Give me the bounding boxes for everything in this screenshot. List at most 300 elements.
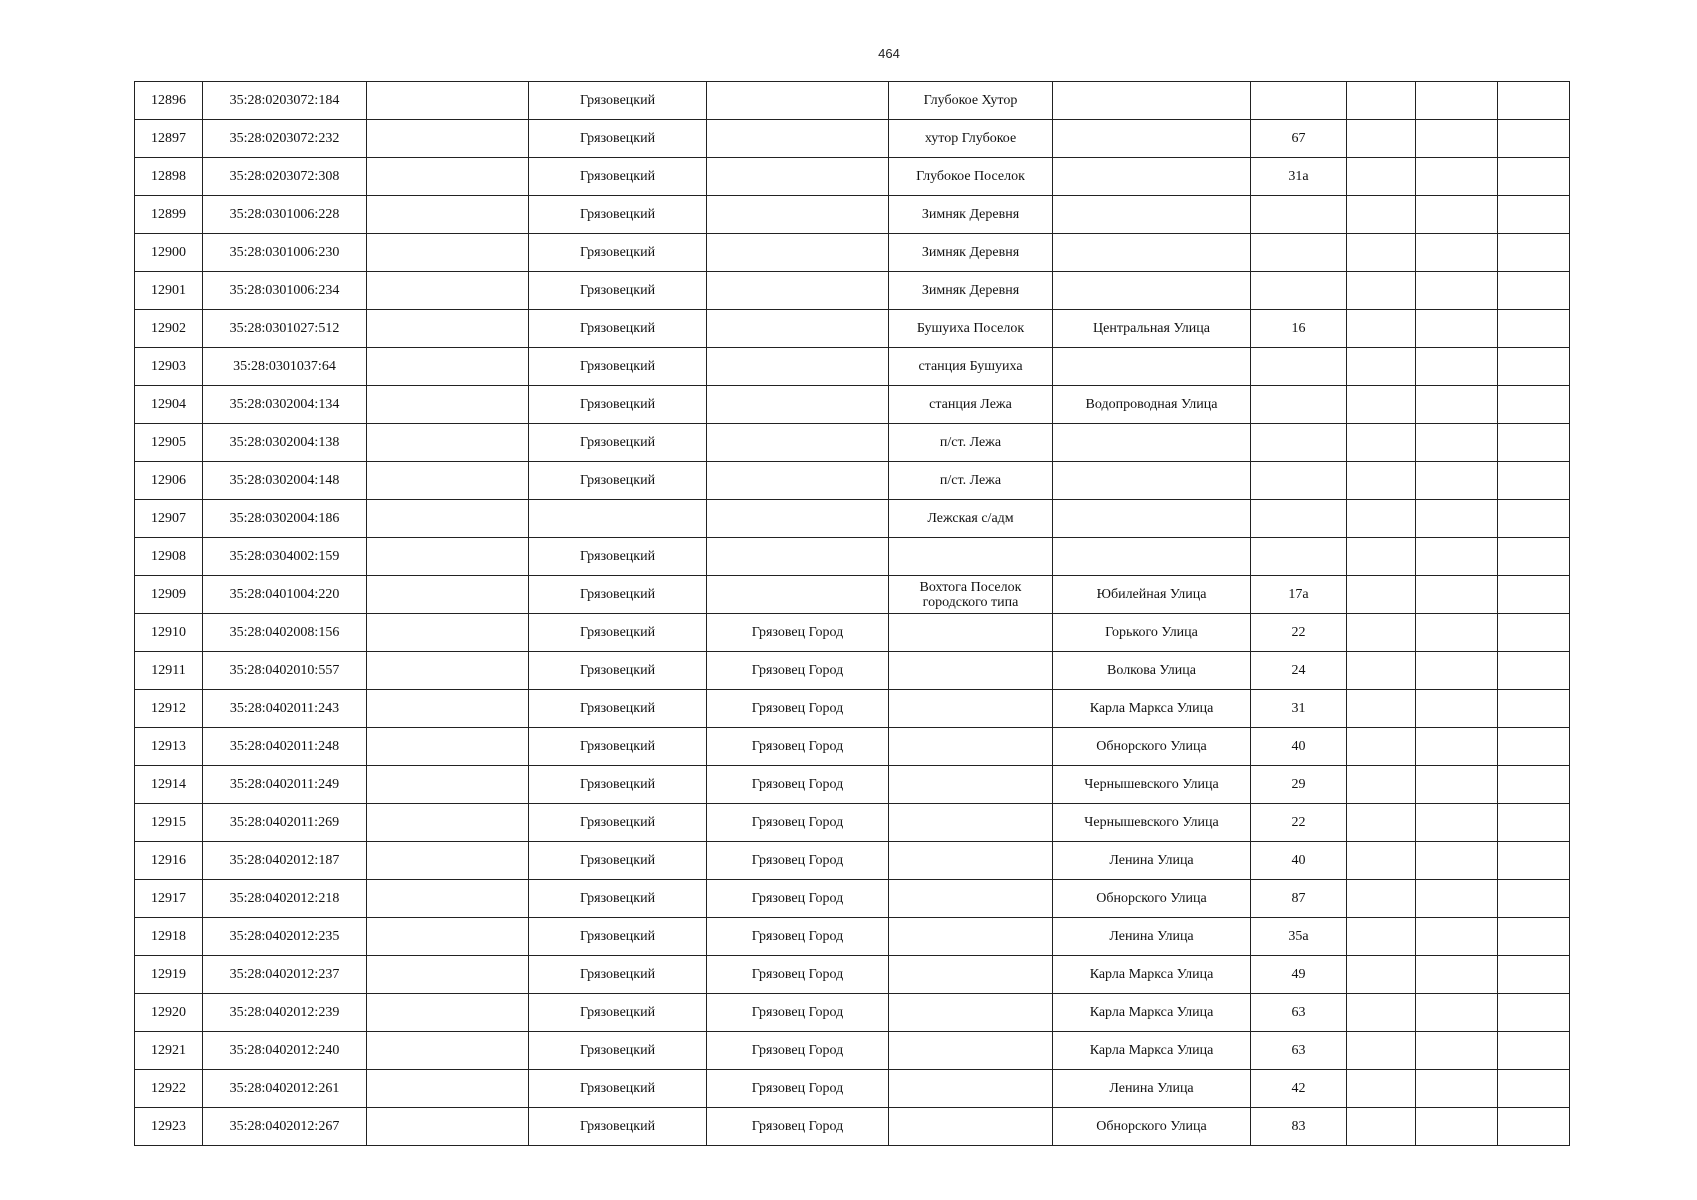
city-cell: Грязовец Город: [707, 1070, 889, 1108]
row-number-cell: 12900: [135, 234, 203, 272]
locality-cell: Лежская с/адм: [889, 500, 1053, 538]
row-number-cell: 12921: [135, 1032, 203, 1070]
empty-cell: [1347, 462, 1416, 500]
city-cell: [707, 234, 889, 272]
house-number-cell: 67: [1251, 120, 1347, 158]
empty-cell: [1498, 880, 1570, 918]
row-number-cell: 12906: [135, 462, 203, 500]
city-cell: [707, 158, 889, 196]
city-cell: Грязовец Город: [707, 1032, 889, 1070]
empty-cell: [367, 1032, 529, 1070]
locality-cell: станция Лежа: [889, 386, 1053, 424]
city-cell: [707, 310, 889, 348]
street-cell: Карла Маркса Улица: [1053, 994, 1251, 1032]
row-number-cell: 12910: [135, 614, 203, 652]
city-cell: Грязовец Город: [707, 842, 889, 880]
empty-cell: [367, 196, 529, 234]
table-row: [135, 880, 1570, 918]
empty-cell: [1498, 728, 1570, 766]
empty-cell: [367, 956, 529, 994]
city-cell: [707, 196, 889, 234]
empty-cell: [367, 120, 529, 158]
locality-cell: Зимняк Деревня: [889, 196, 1053, 234]
street-cell: [1053, 500, 1251, 538]
street-cell: Юбилейная Улица: [1053, 576, 1251, 614]
street-cell: [1053, 538, 1251, 576]
cadastral-number-cell: 35:28:0402012:240: [203, 1032, 367, 1070]
locality-cell: [889, 918, 1053, 956]
empty-cell: [1416, 120, 1498, 158]
cadastral-number-cell: 35:28:0402012:218: [203, 880, 367, 918]
street-cell: [1053, 234, 1251, 272]
street-cell: [1053, 158, 1251, 196]
locality-cell: [889, 652, 1053, 690]
row-number-cell: 12898: [135, 158, 203, 196]
empty-cell: [367, 880, 529, 918]
city-cell: [707, 272, 889, 310]
empty-cell: [1347, 348, 1416, 386]
empty-cell: [1416, 804, 1498, 842]
district-cell: Грязовецкий: [529, 462, 707, 500]
row-number-cell: 12903: [135, 348, 203, 386]
cadastral-number-cell: 35:28:0302004:186: [203, 500, 367, 538]
empty-cell: [1498, 1108, 1570, 1146]
empty-cell: [367, 994, 529, 1032]
row-number-cell: 12911: [135, 652, 203, 690]
locality-cell: [889, 880, 1053, 918]
empty-cell: [367, 614, 529, 652]
district-cell: Грязовецкий: [529, 538, 707, 576]
empty-cell: [1416, 614, 1498, 652]
empty-cell: [1416, 1108, 1498, 1146]
empty-cell: [1347, 918, 1416, 956]
street-cell: Ленина Улица: [1053, 1070, 1251, 1108]
empty-cell: [1498, 462, 1570, 500]
empty-cell: [1498, 766, 1570, 804]
locality-cell: Бушуиха Поселок: [889, 310, 1053, 348]
locality-cell: хутор Глубокое: [889, 120, 1053, 158]
house-number-cell: 83: [1251, 1108, 1347, 1146]
street-cell: [1053, 196, 1251, 234]
table-row: [135, 234, 1570, 272]
empty-cell: [1416, 652, 1498, 690]
empty-cell: [1416, 424, 1498, 462]
cadastral-number-cell: 35:28:0301006:228: [203, 196, 367, 234]
district-cell: Грязовецкий: [529, 652, 707, 690]
empty-cell: [367, 576, 529, 614]
city-cell: Грязовец Город: [707, 766, 889, 804]
empty-cell: [1498, 272, 1570, 310]
district-cell: Грязовецкий: [529, 804, 707, 842]
row-number-cell: 12912: [135, 690, 203, 728]
locality-cell: Глубокое Поселок: [889, 158, 1053, 196]
district-cell: [529, 500, 707, 538]
street-cell: [1053, 120, 1251, 158]
table-row: [135, 158, 1570, 196]
city-cell: Грязовец Город: [707, 690, 889, 728]
locality-cell: [889, 1032, 1053, 1070]
empty-cell: [1498, 652, 1570, 690]
street-cell: Чернышевского Улица: [1053, 766, 1251, 804]
table-row: [135, 348, 1570, 386]
empty-cell: [1416, 994, 1498, 1032]
district-cell: Грязовецкий: [529, 386, 707, 424]
house-number-cell: [1251, 234, 1347, 272]
table-row: [135, 1108, 1570, 1146]
row-number-cell: 12897: [135, 120, 203, 158]
house-number-cell: 35а: [1251, 918, 1347, 956]
locality-cell: Зимняк Деревня: [889, 234, 1053, 272]
empty-cell: [367, 652, 529, 690]
empty-cell: [1347, 652, 1416, 690]
empty-cell: [1347, 576, 1416, 614]
empty-cell: [1498, 576, 1570, 614]
row-number-cell: 12919: [135, 956, 203, 994]
table-row: [135, 386, 1570, 424]
locality-cell: [889, 614, 1053, 652]
table-row: [135, 766, 1570, 804]
table-row: [135, 652, 1570, 690]
street-cell: Водопроводная Улица: [1053, 386, 1251, 424]
cadastral-number-cell: 35:28:0402011:269: [203, 804, 367, 842]
locality-cell: [889, 690, 1053, 728]
district-cell: Грязовецкий: [529, 614, 707, 652]
locality-cell: [889, 1070, 1053, 1108]
empty-cell: [367, 690, 529, 728]
row-number-cell: 12918: [135, 918, 203, 956]
cadastral-number-cell: 35:28:0302004:138: [203, 424, 367, 462]
district-cell: Грязовецкий: [529, 158, 707, 196]
district-cell: Грязовецкий: [529, 576, 707, 614]
house-number-cell: 24: [1251, 652, 1347, 690]
locality-cell: Глубокое Хутор: [889, 82, 1053, 120]
district-cell: Грязовецкий: [529, 1032, 707, 1070]
empty-cell: [1498, 158, 1570, 196]
street-cell: [1053, 424, 1251, 462]
house-number-cell: 29: [1251, 766, 1347, 804]
house-number-cell: [1251, 348, 1347, 386]
city-cell: Грязовец Город: [707, 728, 889, 766]
district-cell: Грязовецкий: [529, 690, 707, 728]
house-number-cell: 42: [1251, 1070, 1347, 1108]
cadastral-number-cell: 35:28:0402011:249: [203, 766, 367, 804]
table-row: [135, 500, 1570, 538]
empty-cell: [1416, 348, 1498, 386]
empty-cell: [1498, 196, 1570, 234]
city-cell: [707, 500, 889, 538]
house-number-cell: 22: [1251, 614, 1347, 652]
row-number-cell: 12917: [135, 880, 203, 918]
table-row: [135, 728, 1570, 766]
empty-cell: [1416, 500, 1498, 538]
street-cell: Ленина Улица: [1053, 918, 1251, 956]
city-cell: Грязовец Город: [707, 994, 889, 1032]
city-cell: Грязовец Город: [707, 880, 889, 918]
page-number: 464: [878, 46, 900, 61]
house-number-cell: 87: [1251, 880, 1347, 918]
locality-cell: [889, 842, 1053, 880]
city-cell: [707, 348, 889, 386]
empty-cell: [1347, 880, 1416, 918]
empty-cell: [367, 462, 529, 500]
table-row: [135, 918, 1570, 956]
empty-cell: [1347, 386, 1416, 424]
table-row: [135, 842, 1570, 880]
street-cell: Чернышевского Улица: [1053, 804, 1251, 842]
empty-cell: [1347, 234, 1416, 272]
house-number-cell: [1251, 462, 1347, 500]
empty-cell: [367, 82, 529, 120]
table-row: [135, 576, 1570, 614]
city-cell: [707, 424, 889, 462]
city-cell: Грязовец Город: [707, 918, 889, 956]
city-cell: [707, 538, 889, 576]
table-row: [135, 310, 1570, 348]
empty-cell: [1347, 310, 1416, 348]
city-cell: Грязовец Город: [707, 956, 889, 994]
cadastral-number-cell: 35:28:0203072:184: [203, 82, 367, 120]
empty-cell: [367, 842, 529, 880]
city-cell: Грязовец Город: [707, 804, 889, 842]
empty-cell: [367, 1108, 529, 1146]
street-cell: Обнорского Улица: [1053, 880, 1251, 918]
row-number-cell: 12922: [135, 1070, 203, 1108]
street-cell: Волкова Улица: [1053, 652, 1251, 690]
registry-table: [134, 81, 1570, 1146]
locality-cell: [889, 956, 1053, 994]
house-number-cell: 16: [1251, 310, 1347, 348]
cadastral-number-cell: 35:28:0302004:134: [203, 386, 367, 424]
cadastral-number-cell: 35:28:0402012:267: [203, 1108, 367, 1146]
empty-cell: [1416, 842, 1498, 880]
district-cell: Грязовецкий: [529, 234, 707, 272]
empty-cell: [1416, 576, 1498, 614]
empty-cell: [1347, 538, 1416, 576]
district-cell: Грязовецкий: [529, 82, 707, 120]
table-row: [135, 424, 1570, 462]
empty-cell: [1498, 310, 1570, 348]
empty-cell: [1347, 272, 1416, 310]
cadastral-number-cell: 35:28:0402010:557: [203, 652, 367, 690]
empty-cell: [1347, 766, 1416, 804]
locality-cell: [889, 766, 1053, 804]
table-row: [135, 690, 1570, 728]
row-number-cell: 12899: [135, 196, 203, 234]
empty-cell: [1416, 956, 1498, 994]
district-cell: Грязовецкий: [529, 880, 707, 918]
locality-cell: [889, 994, 1053, 1032]
cadastral-number-cell: 35:28:0402011:248: [203, 728, 367, 766]
locality-cell: [889, 728, 1053, 766]
empty-cell: [1347, 842, 1416, 880]
table-row: [135, 82, 1570, 120]
empty-cell: [367, 500, 529, 538]
row-number-cell: 12913: [135, 728, 203, 766]
district-cell: Грязовецкий: [529, 1108, 707, 1146]
empty-cell: [367, 728, 529, 766]
empty-cell: [1498, 386, 1570, 424]
empty-cell: [1347, 690, 1416, 728]
street-cell: Обнорского Улица: [1053, 728, 1251, 766]
locality-cell: [889, 538, 1053, 576]
district-cell: Грязовецкий: [529, 272, 707, 310]
empty-cell: [1498, 120, 1570, 158]
empty-cell: [1416, 272, 1498, 310]
cadastral-number-cell: 35:28:0402011:243: [203, 690, 367, 728]
row-number-cell: 12916: [135, 842, 203, 880]
district-cell: Грязовецкий: [529, 348, 707, 386]
house-number-cell: 40: [1251, 842, 1347, 880]
cadastral-number-cell: 35:28:0203072:232: [203, 120, 367, 158]
house-number-cell: [1251, 538, 1347, 576]
empty-cell: [1498, 1070, 1570, 1108]
district-cell: Грязовецкий: [529, 842, 707, 880]
row-number-cell: 12902: [135, 310, 203, 348]
house-number-cell: [1251, 82, 1347, 120]
district-cell: Грязовецкий: [529, 766, 707, 804]
empty-cell: [1347, 956, 1416, 994]
empty-cell: [1416, 690, 1498, 728]
empty-cell: [1416, 918, 1498, 956]
empty-cell: [1498, 804, 1570, 842]
table-row: [135, 804, 1570, 842]
empty-cell: [1347, 804, 1416, 842]
cadastral-number-cell: 35:28:0401004:220: [203, 576, 367, 614]
house-number-cell: [1251, 386, 1347, 424]
house-number-cell: 40: [1251, 728, 1347, 766]
row-number-cell: 12920: [135, 994, 203, 1032]
empty-cell: [1498, 614, 1570, 652]
empty-cell: [1498, 234, 1570, 272]
street-cell: [1053, 462, 1251, 500]
empty-cell: [1347, 1108, 1416, 1146]
empty-cell: [367, 272, 529, 310]
cadastral-number-cell: 35:28:0203072:308: [203, 158, 367, 196]
cadastral-number-cell: 35:28:0302004:148: [203, 462, 367, 500]
house-number-cell: 63: [1251, 1032, 1347, 1070]
empty-cell: [1347, 1032, 1416, 1070]
city-cell: Грязовец Город: [707, 1108, 889, 1146]
table-row: [135, 1032, 1570, 1070]
house-number-cell: 63: [1251, 994, 1347, 1032]
street-cell: Карла Маркса Улица: [1053, 690, 1251, 728]
house-number-cell: 17а: [1251, 576, 1347, 614]
empty-cell: [1347, 82, 1416, 120]
street-cell: Центральная Улица: [1053, 310, 1251, 348]
table-row: [135, 272, 1570, 310]
empty-cell: [1498, 500, 1570, 538]
empty-cell: [1416, 158, 1498, 196]
empty-cell: [1416, 880, 1498, 918]
cadastral-number-cell: 35:28:0402012:239: [203, 994, 367, 1032]
district-cell: Грязовецкий: [529, 956, 707, 994]
house-number-cell: 49: [1251, 956, 1347, 994]
street-cell: Карла Маркса Улица: [1053, 956, 1251, 994]
empty-cell: [1347, 1070, 1416, 1108]
empty-cell: [367, 766, 529, 804]
district-cell: Грязовецкий: [529, 196, 707, 234]
empty-cell: [1498, 424, 1570, 462]
empty-cell: [1347, 614, 1416, 652]
cadastral-number-cell: 35:28:0301037:64: [203, 348, 367, 386]
empty-cell: [1498, 82, 1570, 120]
locality-cell: станция Бушуиха: [889, 348, 1053, 386]
table-body: [135, 82, 1570, 1146]
locality-cell: Вохтога Поселок городского типа: [889, 576, 1053, 614]
empty-cell: [1498, 348, 1570, 386]
empty-cell: [1347, 728, 1416, 766]
street-cell: Ленина Улица: [1053, 842, 1251, 880]
row-number-cell: 12901: [135, 272, 203, 310]
empty-cell: [367, 538, 529, 576]
empty-cell: [1416, 310, 1498, 348]
city-cell: Грязовец Город: [707, 614, 889, 652]
cadastral-number-cell: 35:28:0402012:235: [203, 918, 367, 956]
house-number-cell: [1251, 424, 1347, 462]
district-cell: Грязовецкий: [529, 120, 707, 158]
empty-cell: [1347, 158, 1416, 196]
empty-cell: [1416, 462, 1498, 500]
empty-cell: [367, 234, 529, 272]
house-number-cell: [1251, 500, 1347, 538]
empty-cell: [367, 348, 529, 386]
empty-cell: [1498, 956, 1570, 994]
cadastral-number-cell: 35:28:0301027:512: [203, 310, 367, 348]
empty-cell: [1347, 500, 1416, 538]
row-number-cell: 12905: [135, 424, 203, 462]
district-cell: Грязовецкий: [529, 1070, 707, 1108]
empty-cell: [1498, 918, 1570, 956]
empty-cell: [1416, 196, 1498, 234]
row-number-cell: 12923: [135, 1108, 203, 1146]
district-cell: Грязовецкий: [529, 424, 707, 462]
empty-cell: [367, 804, 529, 842]
city-cell: [707, 82, 889, 120]
row-number-cell: 12896: [135, 82, 203, 120]
empty-cell: [1416, 766, 1498, 804]
row-number-cell: 12909: [135, 576, 203, 614]
empty-cell: [1498, 994, 1570, 1032]
locality-cell: п/ст. Лежа: [889, 462, 1053, 500]
house-number-cell: [1251, 196, 1347, 234]
city-cell: [707, 462, 889, 500]
street-cell: Карла Маркса Улица: [1053, 1032, 1251, 1070]
empty-cell: [1416, 538, 1498, 576]
house-number-cell: 31: [1251, 690, 1347, 728]
empty-cell: [367, 158, 529, 196]
empty-cell: [1416, 234, 1498, 272]
locality-cell: [889, 804, 1053, 842]
empty-cell: [367, 918, 529, 956]
table-row: [135, 462, 1570, 500]
table-row: [135, 1070, 1570, 1108]
empty-cell: [367, 310, 529, 348]
district-cell: Грязовецкий: [529, 310, 707, 348]
empty-cell: [1416, 1070, 1498, 1108]
empty-cell: [1347, 120, 1416, 158]
empty-cell: [367, 424, 529, 462]
city-cell: [707, 120, 889, 158]
table-row: [135, 120, 1570, 158]
row-number-cell: 12907: [135, 500, 203, 538]
locality-cell: п/ст. Лежа: [889, 424, 1053, 462]
empty-cell: [1347, 424, 1416, 462]
city-cell: [707, 576, 889, 614]
street-cell: [1053, 272, 1251, 310]
house-number-cell: [1251, 272, 1347, 310]
empty-cell: [1498, 842, 1570, 880]
table-row: [135, 994, 1570, 1032]
